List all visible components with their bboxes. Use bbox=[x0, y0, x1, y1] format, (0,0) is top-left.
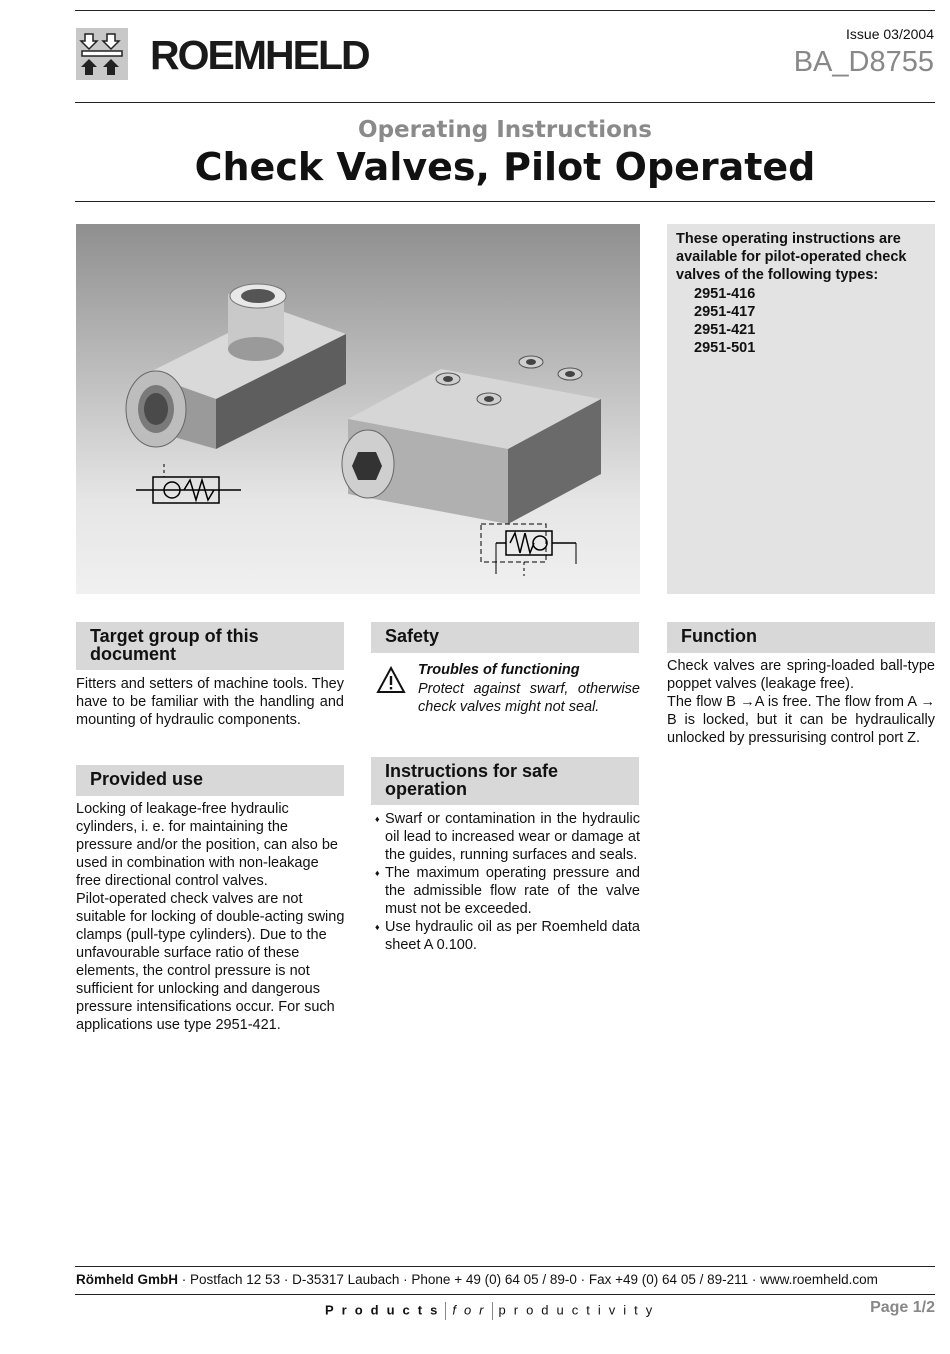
safe-operation-list bbox=[375, 810, 640, 954]
footer-address bbox=[76, 1272, 878, 1287]
footer-rule-bottom bbox=[75, 1294, 935, 1295]
function-line: Check valves are spring-loaded ball-type poppet valves (leakage free). bbox=[667, 658, 935, 692]
safe-operation-item: ♦ Swarf or contamination in the hydraulic oil lead to increased wear or damage at the guides, running surfaces and seals. bbox=[375, 810, 640, 864]
slogan bbox=[325, 1302, 660, 1320]
types-box bbox=[667, 224, 935, 594]
safe-operation-heading: Instructions for safe operation bbox=[371, 757, 639, 805]
safe-operation-item: ♦ The maximum operating pressure and the admissible flow rate of the valve must not be exceeded. bbox=[375, 864, 640, 918]
type-item: 2951-417 bbox=[694, 304, 756, 320]
provided-use-line: free directional control valves. bbox=[76, 873, 268, 889]
document-title: Check Valves, Pilot Operated bbox=[194, 145, 816, 189]
warning-text: Protect against swarf, otherwise check valves might not seal. bbox=[418, 681, 640, 715]
provided-use-line: cylinders, i. e. for maintaining the bbox=[76, 819, 288, 835]
document-subtitle: Operating Instructions bbox=[358, 117, 652, 143]
top-rule bbox=[75, 10, 935, 11]
type-item: 2951-416 bbox=[694, 286, 756, 302]
issue-date: Issue 03/2004 bbox=[846, 26, 934, 42]
provided-use-line: applications use type 2951-421. bbox=[76, 1017, 281, 1033]
footer-company: Römheld GmbH bbox=[76, 1272, 179, 1287]
type-item: 2951-501 bbox=[694, 340, 756, 356]
types-list bbox=[694, 285, 755, 357]
roemheld-logo-icon bbox=[76, 28, 128, 80]
slogan-divider bbox=[492, 1302, 493, 1320]
brand-name: ROEMHELD bbox=[150, 32, 369, 78]
provided-use-line: pressure intensifications occur. For such bbox=[76, 999, 335, 1015]
slogan-productivity: productivity bbox=[498, 1302, 661, 1318]
safe-operation-item: ♦ Use hydraulic oil as per Roemheld data sheet A 0.100. bbox=[375, 918, 640, 954]
footer-address-text: · Postfach 12 53 · D-35317 Laubach · Phone + 49 (0) 64 05 / 89-0 · Fax +49 (0) 64 05 / 89-211 · www.roemheld.com bbox=[178, 1272, 878, 1287]
provided-use-heading: Provided use bbox=[76, 765, 344, 796]
provided-use-line: unfavourable surface ratio of these bbox=[76, 945, 300, 961]
warning-triangle-icon bbox=[376, 666, 406, 694]
footer-rule-top bbox=[75, 1266, 935, 1267]
title-rule bbox=[75, 201, 935, 202]
provided-use-text bbox=[76, 800, 348, 1034]
target-group-text: Fitters and setters of machine tools. They have to be familiar with the handling and mounting of hydraulic components. bbox=[76, 676, 344, 728]
provided-use-line: sufficient for unlocking and dangerous bbox=[76, 981, 320, 997]
types-intro: These operating instructions are available for pilot-operated check valves of the following types: bbox=[676, 231, 907, 283]
provided-use-line: elements, the control pressure is not bbox=[76, 963, 310, 979]
type-item: 2951-421 bbox=[694, 322, 756, 338]
provided-use-line: Pilot-operated check valves are not bbox=[76, 891, 303, 907]
slogan-divider bbox=[445, 1302, 446, 1320]
slogan-products: Products bbox=[325, 1302, 446, 1318]
provided-use-line: suitable for locking of double-acting swing bbox=[76, 909, 345, 925]
provided-use-line: pressure and/or the position, can also be bbox=[76, 837, 338, 853]
check-valves-illustration bbox=[76, 224, 640, 594]
slogan-for: for bbox=[452, 1302, 492, 1318]
header-rule bbox=[75, 102, 935, 103]
safety-heading: Safety bbox=[371, 622, 639, 653]
page-number: Page 1/2 bbox=[870, 1299, 935, 1316]
target-group-heading: Target group of this document bbox=[76, 622, 344, 670]
provided-use-line: Locking of leakage-free hydraulic bbox=[76, 801, 289, 817]
product-photo bbox=[76, 224, 640, 594]
warning-title: Troubles of functioning bbox=[418, 662, 580, 678]
provided-use-line: clamps (pull-type cylinders). Due to the bbox=[76, 927, 327, 943]
document-number: BA_D8755 bbox=[793, 46, 934, 78]
function-text bbox=[667, 657, 935, 747]
function-heading: Function bbox=[667, 622, 935, 653]
function-line: The flow B →A is free. The flow from A → B is locked, but it can be hydraulically unlocked by pressurising control port Z. bbox=[667, 694, 935, 746]
provided-use-line: used in combination with non-leakage bbox=[76, 855, 319, 871]
